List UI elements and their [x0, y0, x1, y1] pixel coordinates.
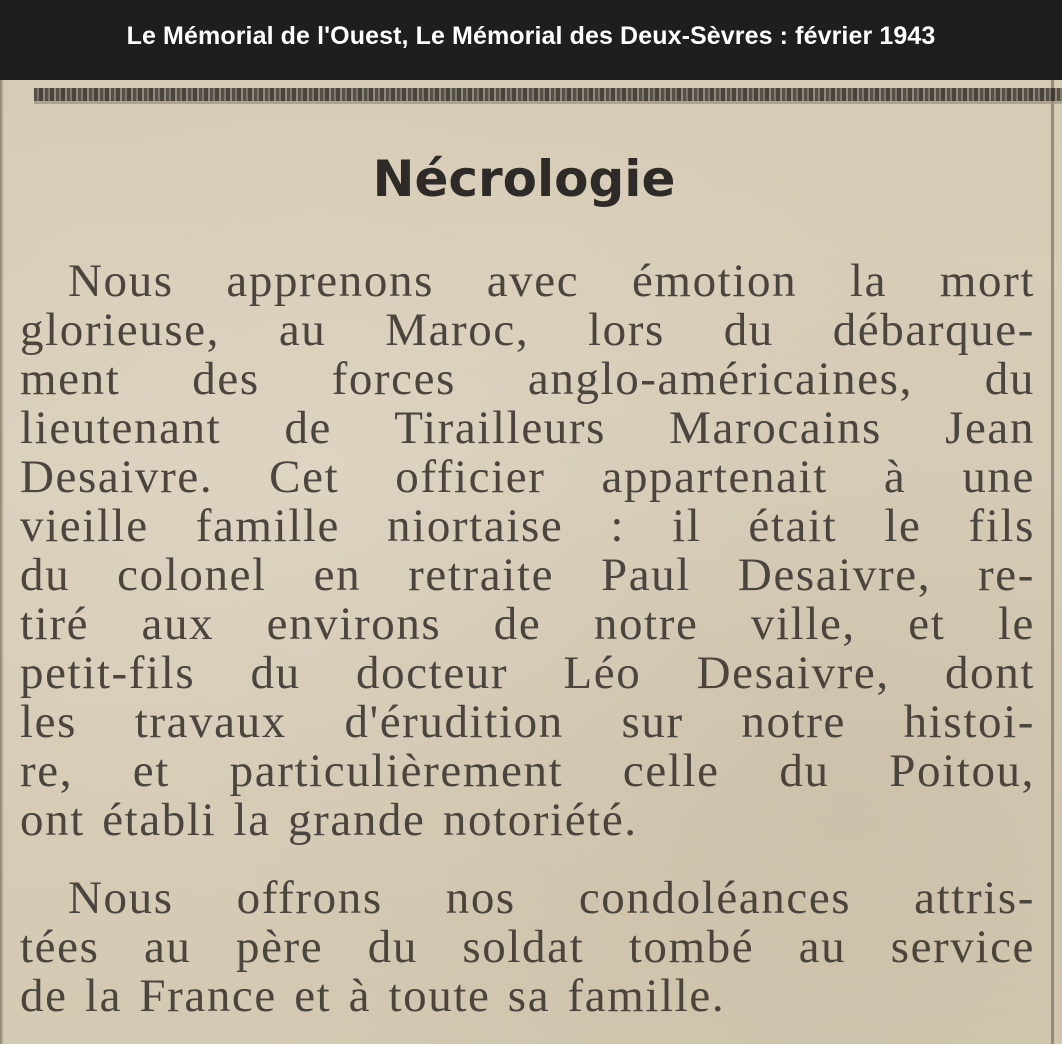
text-line: de la France et à toute sa famille.	[20, 970, 726, 1022]
article-heading: Nécrologie	[372, 150, 676, 208]
text-line: re, et particulièrement celle du Poitou,	[20, 745, 1035, 797]
left-column-rule	[0, 80, 4, 1044]
text-line: du colonel en retraite Paul Desaivre, re-	[20, 549, 1035, 601]
text-line: vieille famille niortaise : il était le fils	[20, 500, 1035, 552]
text-line: Nous apprenons avec émotion la mort	[68, 255, 1035, 307]
text-line: Desaivre. Cet officier appartenait à une	[20, 451, 1035, 503]
text-line: ment des forces anglo-américaines, du	[20, 353, 1035, 405]
text-line: tées au père du soldat tombé au service	[20, 921, 1035, 973]
text-line: Nous offrons nos condoléances attris-	[68, 872, 1035, 924]
text-line: ont établi la grande notoriété.	[20, 794, 638, 846]
text-line: tiré aux environs de notre ville, et le	[20, 598, 1035, 650]
newspaper-clipping	[0, 80, 1062, 1044]
caption-title: Le Mémorial de l'Ouest, Le Mémorial des Deux-Sèvres : février 1943	[126, 21, 936, 50]
right-column-rule	[1051, 80, 1054, 1044]
text-line: petit-fils du docteur Léo Desaivre, dont	[20, 647, 1035, 699]
text-line: glorieuse, au Maroc, lors du débarque-	[20, 304, 1035, 356]
text-line: les travaux d'érudition sur notre histoi-	[20, 696, 1035, 748]
caption-bar	[0, 0, 1062, 80]
top-decorative-rule	[34, 88, 1062, 101]
top-thin-rule	[34, 101, 1062, 104]
text-line: lieutenant de Tirailleurs Marocains Jean	[20, 402, 1035, 454]
